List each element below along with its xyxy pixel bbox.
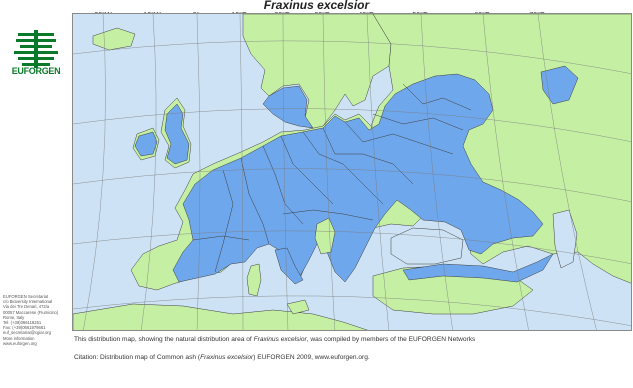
tree-logo-icon [4, 30, 68, 70]
citation-text: Citation: Distribution map of Common ash (Fraxinus excelsior) EUFORGEN 2009, www.euforgen.org. [74, 354, 370, 361]
distribution-notice: This distribution map, showing the natural distribution area of Fraxinus excelsior, was compiled by members of the EUFORGEN Networks [74, 336, 476, 343]
contact-line: euf_secretariat@cgiar.org [3, 330, 52, 336]
logo-wordmark: EUFORGEN [11, 66, 61, 76]
contact-line[interactable]: www.euforgen.org [3, 340, 37, 346]
map-title: Fraxinus excelsior [263, 0, 370, 12]
contact-line: EUFORGEN Secretariat [3, 294, 49, 299]
contact-line: 00057 Maccarese (Fiumicino) [3, 309, 59, 315]
contact-line: Rome, Italy [3, 314, 25, 320]
euforgen-logo [4, 30, 68, 92]
contact-block [3, 294, 71, 346]
contact-line: Tel. (+39)066118251 [3, 320, 42, 326]
distribution-map [72, 13, 632, 331]
contact-line: c/o Bioversity International [3, 299, 53, 305]
contact-line: Via dei Tre Denari, 472/a [3, 304, 50, 310]
map-canvas [73, 14, 632, 331]
contact-line: More information [3, 335, 35, 341]
contact-line: Fax: (+39)0661979661 [3, 325, 46, 331]
